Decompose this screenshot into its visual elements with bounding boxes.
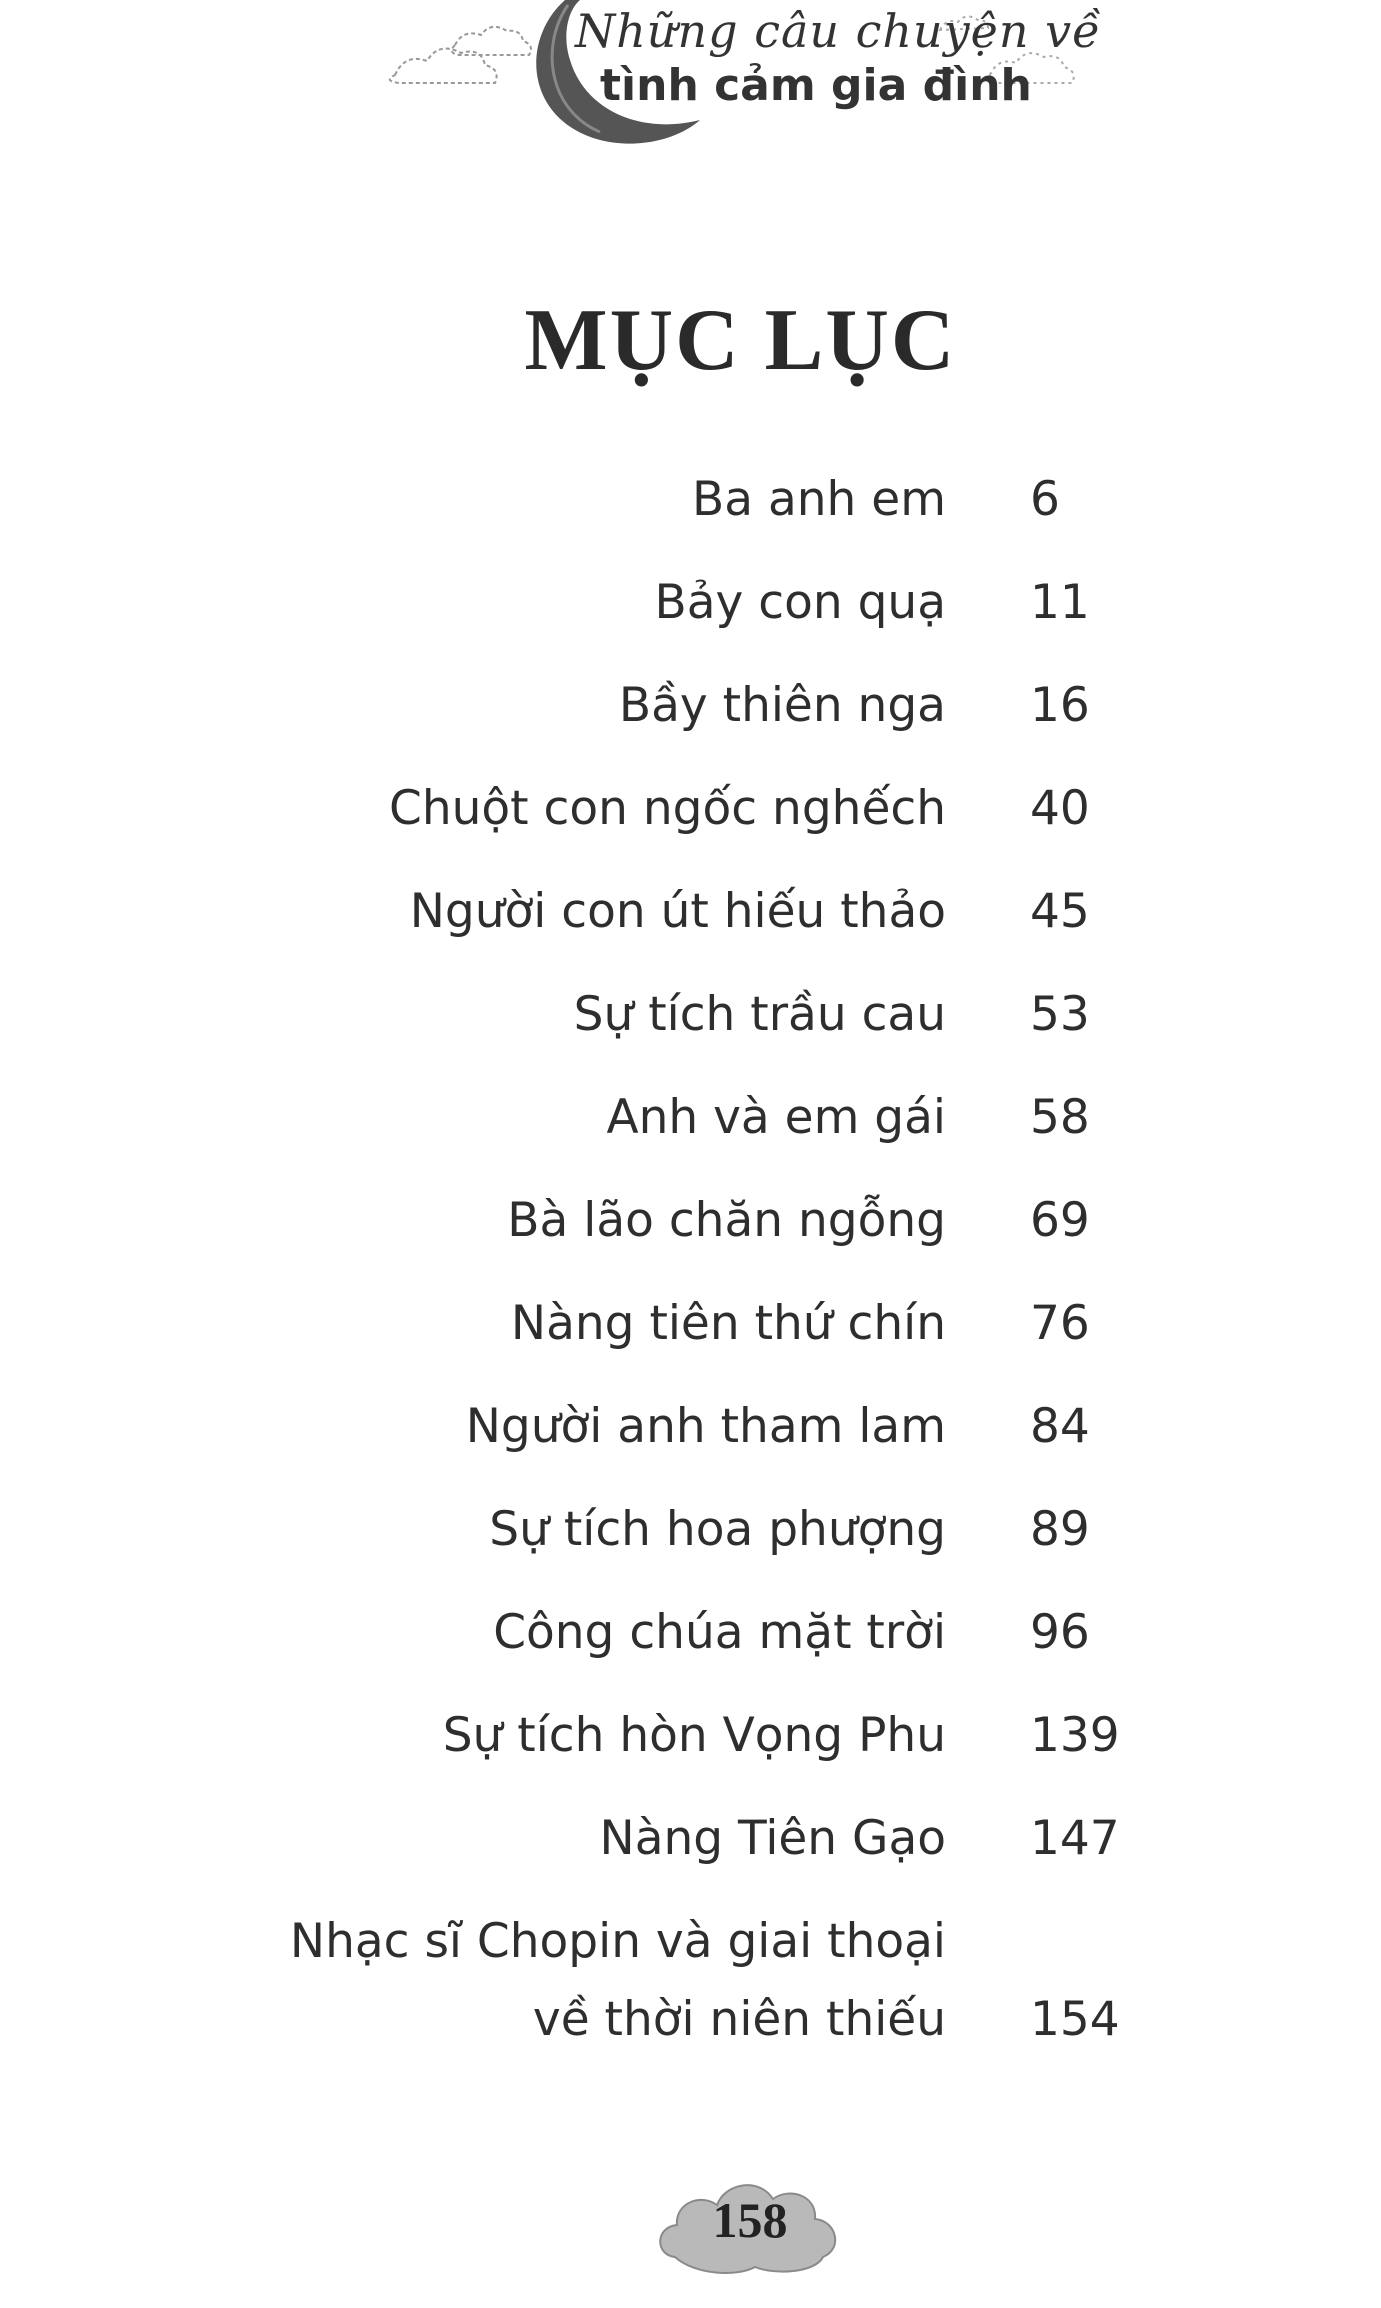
toc-entry-page: 154 bbox=[1030, 1992, 1120, 2047]
page-number: 158 bbox=[712, 2192, 788, 2248]
toc-entry bbox=[0, 1191, 1381, 1271]
toc-entry-title: Người anh tham lam bbox=[465, 1399, 946, 1454]
toc-entry bbox=[0, 1088, 1381, 1168]
toc-entry-title: Người con út hiếu thảo bbox=[409, 884, 946, 939]
toc-entry-page: 58 bbox=[1030, 1090, 1090, 1145]
toc-entry-page: 69 bbox=[1030, 1193, 1090, 1248]
toc-entry-title: Nàng Tiên Gạo bbox=[599, 1811, 946, 1866]
toc-entry-title-line2: về thời niên thiếu bbox=[532, 1992, 946, 2047]
toc-entry bbox=[0, 1294, 1381, 1374]
toc-entry bbox=[0, 1809, 1381, 1889]
toc-entry-page: 45 bbox=[1030, 884, 1090, 939]
cloud-icon bbox=[390, 27, 531, 83]
toc-entry bbox=[0, 1500, 1381, 1580]
toc-entry-page: 84 bbox=[1030, 1399, 1090, 1454]
toc-entry-page: 147 bbox=[1030, 1811, 1120, 1866]
page-number-badge bbox=[655, 2165, 845, 2285]
toc-entry-title: Ba anh em bbox=[691, 472, 946, 527]
toc-entry bbox=[0, 1912, 1381, 2072]
toc-entry-page: 139 bbox=[1030, 1708, 1120, 1763]
toc-entry-title: Công chúa mặt trời bbox=[493, 1605, 946, 1660]
toc-entry-title-line1: Nhạc sĩ Chopin và giai thoại bbox=[289, 1914, 946, 1969]
toc-entry-title: Sự tích hoa phượng bbox=[489, 1502, 946, 1557]
toc-entry bbox=[0, 676, 1381, 756]
toc-entry-page: 53 bbox=[1030, 987, 1090, 1042]
toc-entry bbox=[0, 985, 1381, 1065]
toc-entry-title: Nàng tiên thứ chín bbox=[510, 1296, 946, 1351]
toc-entry-title: Bảy con quạ bbox=[654, 575, 946, 630]
toc-entry-page: 96 bbox=[1030, 1605, 1090, 1660]
toc-entry-page: 11 bbox=[1030, 575, 1090, 630]
toc-entry bbox=[0, 1397, 1381, 1477]
toc-entry bbox=[0, 1603, 1381, 1683]
toc-entry-page: 76 bbox=[1030, 1296, 1090, 1351]
toc-entry-title: Bà lão chăn ngỗng bbox=[507, 1193, 946, 1248]
toc-entry-page: 89 bbox=[1030, 1502, 1090, 1557]
toc-entry-title: Bầy thiên nga bbox=[618, 678, 946, 733]
toc-entry-page: 6 bbox=[1030, 472, 1060, 527]
toc-entry bbox=[0, 779, 1381, 859]
toc-entry bbox=[0, 1706, 1381, 1786]
running-header bbox=[0, 0, 1381, 160]
series-title-line2: tình cảm gia đình bbox=[600, 60, 1032, 111]
toc-entry-page: 40 bbox=[1030, 781, 1090, 836]
toc-entry bbox=[0, 470, 1381, 550]
toc-entry-title: Sự tích trầu cau bbox=[573, 987, 946, 1042]
toc-entry-title: Sự tích hòn Vọng Phu bbox=[442, 1708, 946, 1763]
series-title-line1: Những câu chuyện về bbox=[575, 4, 1102, 58]
toc-entry bbox=[0, 573, 1381, 653]
toc-entry bbox=[0, 882, 1381, 962]
page-title: MỤC LỤC bbox=[524, 292, 957, 389]
toc-entry-title: Chuột con ngốc nghếch bbox=[389, 781, 946, 836]
toc-entry-title: Anh và em gái bbox=[606, 1090, 946, 1145]
toc-entry-page: 16 bbox=[1030, 678, 1090, 733]
